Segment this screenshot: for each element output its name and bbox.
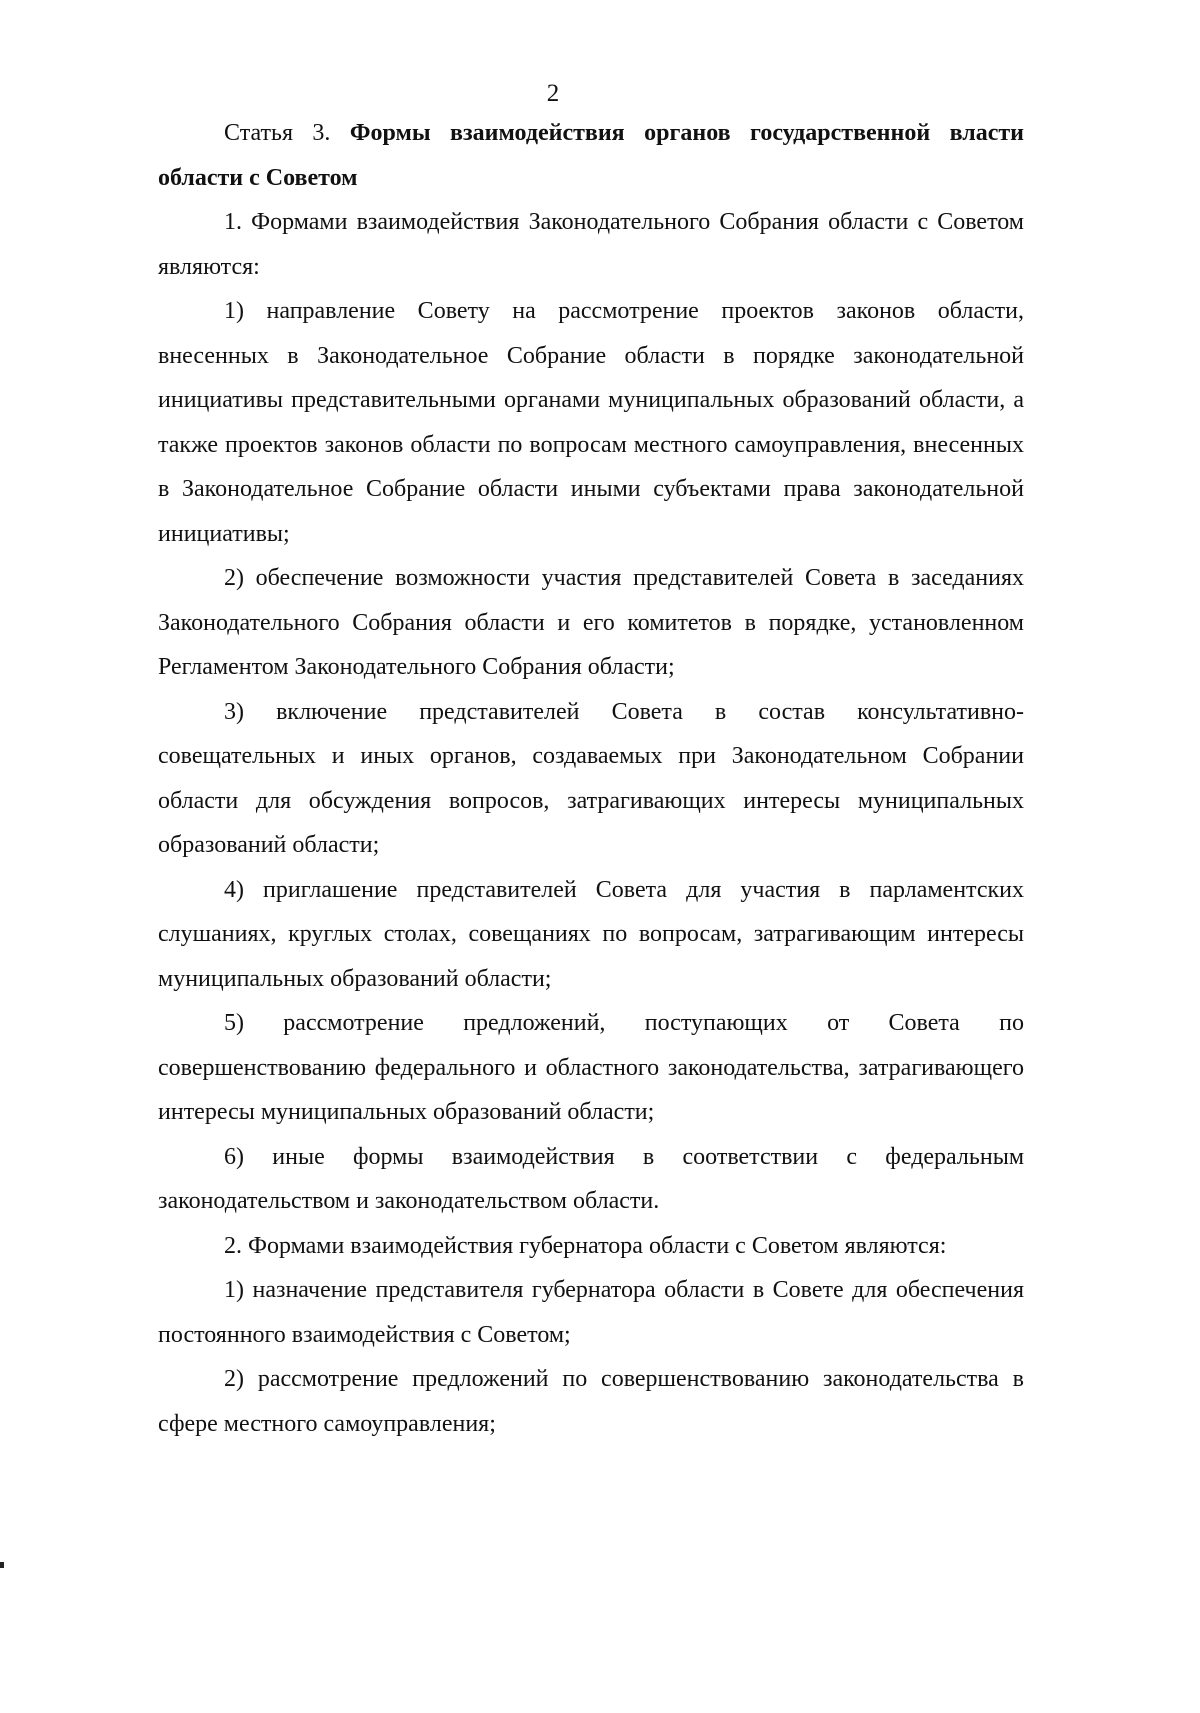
paragraph-item-3: 3) включение представителей Совета в состав консультативно-совещательных и иных органов, создаваемых при Законодательном Собрании области для обсуждения вопросов, затрагивающих интересы муниципальных образований области; (158, 698, 1024, 858)
article-title: Формы взаимодействия органов государственной власти области с Советом (158, 120, 1025, 191)
paragraph-part-2-item-2: 2) рассмотрение предложений по совершенствованию законодательства в сфере местного самоуправления; (158, 1366, 1024, 1437)
paragraph-item-2: 2) обеспечение возможности участия представителей Совета в заседаниях Законодательного Собрания области и его комитетов в порядке, установленном Регламентом Законодательного Собрания области; (158, 565, 1024, 680)
paragraph-item-1: 1) направление Совету на рассмотрение проектов законов области, внесенных в Законодательное Собрание области в порядке законодательной инициативы представительными органами муниципальных образований области, а также проектов законов области по вопросам местного самоуправления, внесенных в Законодательное Собрание области иными субъектами права законодательной инициативы; (158, 298, 1024, 547)
paragraph-item-5: 5) рассмотрение предложений, поступающих от Совета по совершенствованию федерального и областного законодательства, затрагивающего интересы муниципальных образований области; (158, 1010, 1024, 1125)
paragraph-part-2-item-1: 1) назначение представителя губернатора области в Совете для обеспечения постоянного взаимодействия с Советом; (158, 1277, 1024, 1348)
page-number: 2 (546, 80, 560, 107)
scan-artifact (0, 1562, 4, 1568)
paragraph-part-2-intro: 2. Формами взаимодействия губернатора области с Советом являются: (224, 1232, 947, 1259)
paragraph-item-4: 4) приглашение представителей Совета для участия в парламентских слушаниях, круглых столах, совещаниях по вопросам, затрагивающим интересы муниципальных образований области; (158, 876, 1024, 992)
paragraph-part-1-intro: 1. Формами взаимодействия Законодательного Собрания области с Советом являются: (158, 209, 1024, 280)
paragraph-item-6: 6) иные формы взаимодействия в соответствии с федеральным законодательством и законодательством области. (158, 1143, 1024, 1214)
article-number: Статья 3. (224, 120, 350, 146)
article-heading (158, 111, 1024, 200)
document-body (158, 111, 1024, 1446)
